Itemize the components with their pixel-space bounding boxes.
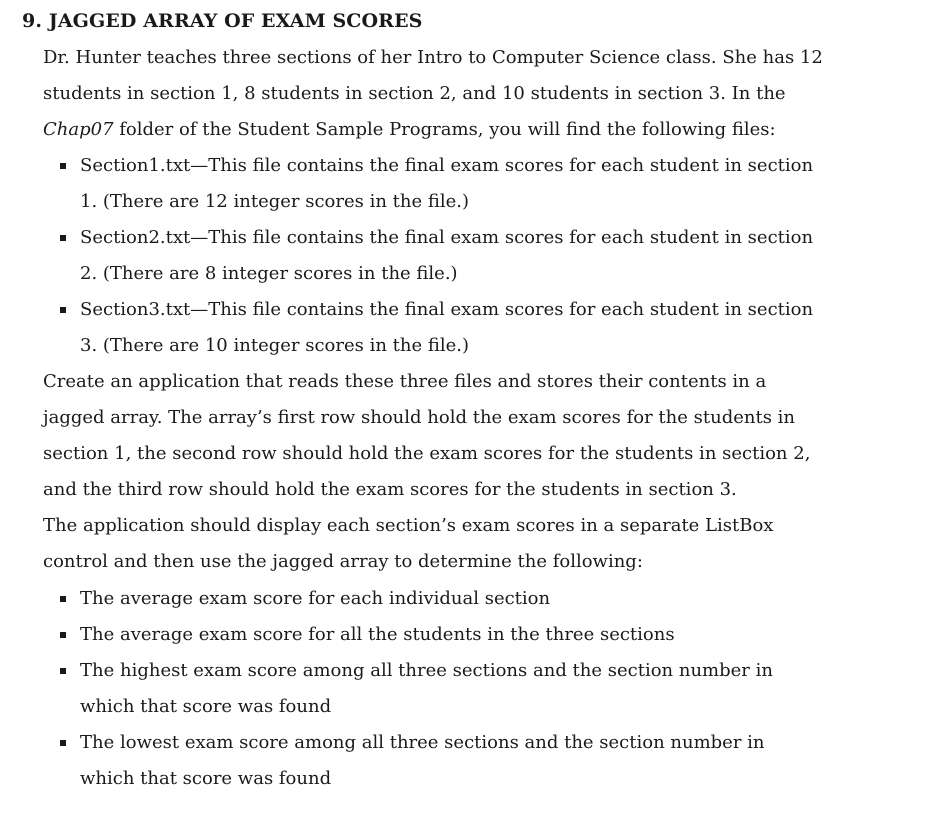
requirement-2-line-1: The average exam score for all the students in the three sections [80, 624, 675, 645]
requirement-4-line-2: which that score was found [80, 768, 332, 789]
paragraph-3-line-1: The application should display each section’s exam scores in a separate ListBox [43, 515, 774, 536]
intro-line-1: Dr. Hunter teaches three sections of her Intro to Computer Science class. She has 12 [43, 47, 823, 68]
requirement-3-line-1: The highest exam score among all three sections and the section number in [80, 660, 773, 681]
paragraph-3-line-2: control and then use the jagged array to determine the following: [43, 551, 643, 572]
bullet-square-icon [60, 668, 66, 674]
intro-line-2: students in section 1, 8 students in section 2, and 10 students in section 3. In the [43, 83, 786, 104]
paragraph-2-line-4: and the third row should hold the exam scores for the students in section 3. [43, 479, 737, 500]
exercise-heading: 9. JAGGED ARRAY OF EXAM SCORES [22, 10, 423, 32]
bullet-square-icon [60, 596, 66, 602]
requirement-3-line-2: which that score was found [80, 696, 332, 717]
paragraph-2-line-1: Create an application that reads these three files and stores their contents in a [43, 371, 767, 392]
file-3-line-2: 3. (There are 10 integer scores in the file.) [80, 335, 470, 356]
paragraph-2-line-2: jagged array. The array’s first row should hold the exam scores for the students in [43, 407, 796, 428]
intro-line-3-text: folder of the Student Sample Programs, you will find the following files: [113, 119, 776, 140]
bullet-square-icon [60, 163, 66, 169]
bullet-square-icon [60, 235, 66, 241]
file-1-line-2: 1. (There are 12 integer scores in the file.) [80, 191, 470, 212]
requirement-1-line-1: The average exam score for each individual section [80, 588, 551, 609]
bullet-square-icon [60, 307, 66, 313]
file-2-line-1: Section2.txt—This file contains the final exam scores for each student in section [80, 227, 814, 248]
intro-line-3 [43, 118, 776, 142]
folder-name: Chap07 [43, 119, 114, 140]
bullet-square-icon [60, 632, 66, 638]
paragraph-2-line-3: section 1, the second row should hold the exam scores for the students in section 2, [43, 443, 811, 464]
file-3-line-1: Section3.txt—This file contains the final exam scores for each student in section [80, 299, 814, 320]
bullet-square-icon [60, 740, 66, 746]
file-1-line-1: Section1.txt—This file contains the final exam scores for each student in section [80, 155, 814, 176]
file-2-line-2: 2. (There are 8 integer scores in the file.) [80, 263, 458, 284]
requirement-4-line-1: The lowest exam score among all three sections and the section number in [80, 732, 765, 753]
